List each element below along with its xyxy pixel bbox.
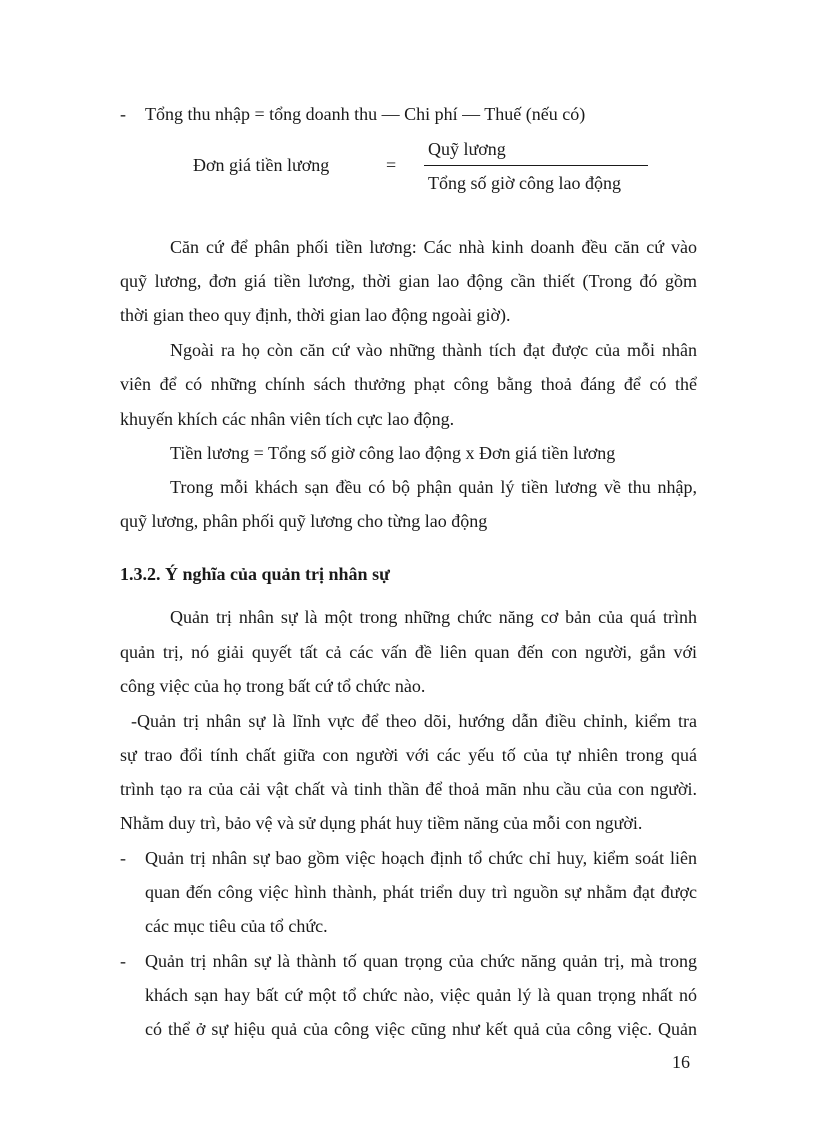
paragraph-line: quản trị, nó giải quyết tất cả các vấn đề liên quan đến con người, gắn với — [120, 642, 697, 662]
page-number: 16 — [672, 1052, 690, 1072]
salary-formula: Tiền lương = Tổng số giờ công lao động x Đơn giá tiền lương — [170, 443, 616, 463]
paragraph-line: Trong mỗi khách sạn đều có bộ phận quản lý tiền lương về thu nhập, — [170, 477, 697, 497]
paragraph-line: -Quản trị nhân sự là lĩnh vực để theo dõi, hướng dẫn điều chỉnh, kiểm tra — [131, 711, 697, 731]
fraction-denominator: Tổng số giờ công lao động — [428, 173, 621, 193]
fraction-numerator: Quỹ lương — [428, 139, 506, 159]
paragraph-line: Căn cứ để phân phối tiền lương: Các nhà kinh doanh đều căn cứ vào — [170, 237, 697, 257]
bullet-line: có thể ở sự hiệu quả của công việc cũng như kết quả của công việc. Quản — [145, 1019, 697, 1039]
paragraph-line: viên để có những chính sách thưởng phạt công bằng thoả đáng để có thể — [120, 374, 697, 394]
paragraph-line: quỹ lương, đơn giá tiền lương, thời gian lao động cần thiết (Trong đó gồm — [120, 271, 697, 291]
paragraph-line: sự trao đổi tính chất giữa con người với các yếu tố của tự nhiên trong quá — [120, 745, 697, 765]
bullet-dash: - — [120, 104, 126, 124]
bullet-line: quan đến công việc hình thành, phát triển duy trì nguồn sự nhằm đạt được — [145, 882, 697, 902]
paragraph-line: công việc của họ trong bất cứ tổ chức nào. — [120, 676, 426, 696]
paragraph-line: Nhằm duy trì, bảo vệ và sử dụng phát huy tiềm năng của mỗi con người. — [120, 813, 643, 833]
bullet-line: khách sạn hay bất cứ một tổ chức nào, việc quản lý là quan trọng nhất nó — [145, 985, 697, 1005]
unit-price-label: Đơn giá tiền lương — [193, 155, 330, 175]
bullet-dash: - — [120, 848, 126, 868]
paragraph-line: khuyến khích các nhân viên tích cực lao động. — [120, 409, 455, 429]
bullet-line: Quản trị nhân sự bao gồm việc hoạch định tổ chức chỉ huy, kiểm soát liên — [145, 848, 697, 868]
paragraph-line: trình tạo ra của cải vật chất và tinh thần để thoả mãn nhu cầu của con người. — [120, 779, 697, 799]
section-heading: 1.3.2. Ý nghĩa của quản trị nhân sự — [120, 564, 390, 584]
total-income-formula: Tổng thu nhập = tổng doanh thu — Chi phí — Thuế (nếu có) — [145, 104, 586, 124]
bullet-dash: - — [120, 951, 126, 971]
bullet-line: các mục tiêu của tổ chức. — [145, 916, 328, 936]
equals-sign: = — [386, 155, 397, 175]
paragraph-line: quỹ lương, phân phối quỹ lương cho từng lao động — [120, 511, 488, 531]
bullet-line: Quản trị nhân sự là thành tố quan trọng của chức năng quản trị, mà trong — [145, 951, 697, 971]
fraction-bar — [424, 165, 648, 166]
paragraph-line: thời gian theo quy định, thời gian lao động ngoài giờ). — [120, 305, 511, 325]
paragraph-line: Quản trị nhân sự là một trong những chức năng cơ bản của quá trình — [170, 607, 697, 627]
paragraph-line: Ngoài ra họ còn căn cứ vào những thành tích đạt được của mỗi nhân — [170, 340, 697, 360]
